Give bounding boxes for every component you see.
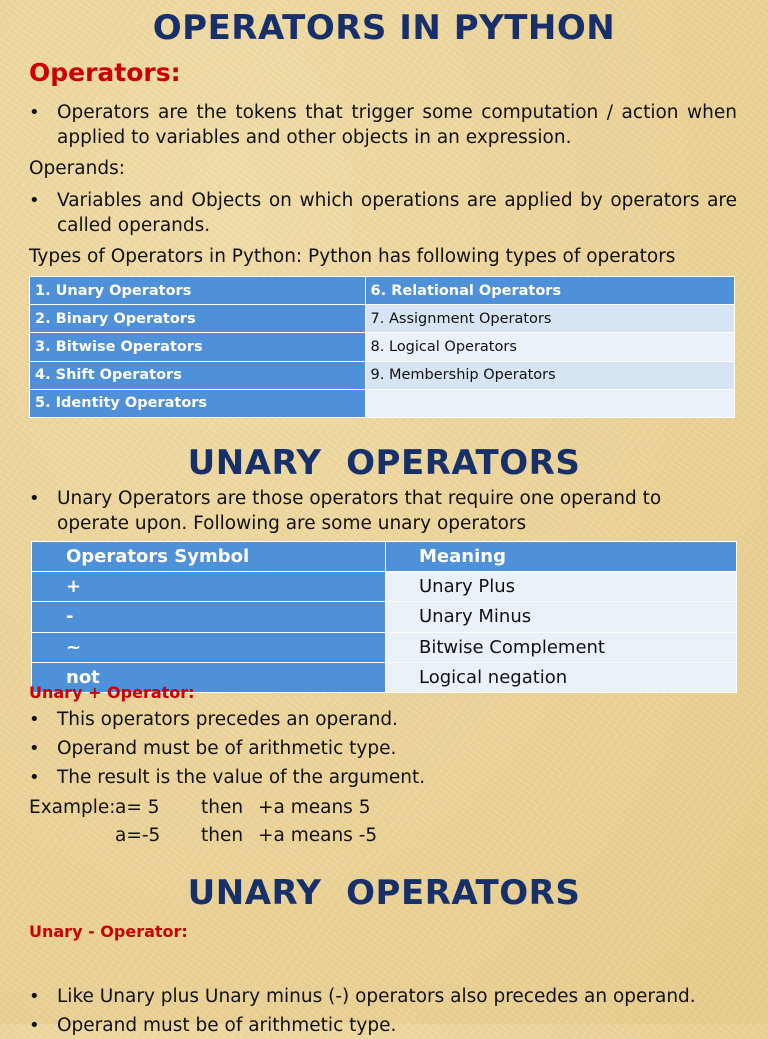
unary-section-2-title: UNARY OPERATORS [187,873,581,913]
unary-definition: Unary Operators are those operators that require one operand to operate upon. Following are some unary operators [57,488,662,534]
table-row [30,361,735,389]
column-header: Operators Symbol [32,542,386,572]
column-header: Meaning [386,542,737,572]
table-cell: Bitwise Complement [386,632,737,662]
unary-section-title: UNARY OPERATORS [187,443,581,483]
operator-types-table [29,276,735,418]
minus-bullet: Operand must be of arithmetic type. [57,1015,397,1036]
types-intro: Types of Operators in Python: Python has following types of operators [29,246,676,267]
bullet-icon: • [29,1015,40,1036]
operands-label: Operands: [29,158,125,179]
table-row [30,333,735,361]
operands-definition: Variables and Objects on which operations are applied by operators are called operands. [57,190,737,236]
table-cell [365,389,734,417]
example-then: then [201,825,244,846]
table-cell: 8. Logical Operators [365,333,734,361]
table-cell: 1. Unary Operators [30,277,366,305]
plus-bullet: The result is the value of the argument. [57,767,426,788]
table-row [32,602,737,632]
bullet-icon: • [29,709,40,730]
unary-minus-heading: Unary - Operator: [29,922,188,941]
page-title: OPERATORS IN PYTHON [152,8,616,48]
bullet-icon: • [29,986,40,1007]
bullet-icon: • [29,767,40,788]
table-cell: 6. Relational Operators [365,277,734,305]
table-row [30,389,735,417]
example-result: +a means -5 [258,825,378,846]
unary-operators-table [31,541,737,693]
bullet-icon: • [29,488,40,509]
table-cell: + [32,572,386,602]
example-expression: a= 5 [115,797,160,818]
table-cell: 2. Binary Operators [30,305,366,333]
table-cell: Unary Minus [386,602,737,632]
example-result: +a means 5 [258,797,371,818]
table-row [30,277,735,305]
operators-definition: Operators are the tokens that trigger some computation / action when applied to variables and other objects in an expression. [57,102,737,148]
table-header-row [32,542,737,572]
table-row [32,632,737,662]
example-label: Example: [29,797,116,818]
bullet-icon: • [29,738,40,759]
plus-bullet: Operand must be of arithmetic type. [57,738,397,759]
table-cell: 9. Membership Operators [365,361,734,389]
minus-bullet: Like Unary plus Unary minus (-) operators also precedes an operand. [57,986,696,1007]
example-then: then [201,797,244,818]
plus-bullet: This operators precedes an operand. [57,709,398,730]
table-cell: ~ [32,632,386,662]
unary-plus-heading: Unary + Operator: [29,683,195,702]
example-expression: a=-5 [115,825,161,846]
table-cell: not [32,662,386,692]
table-cell: 5. Identity Operators [30,389,366,417]
bullet-icon: • [29,102,40,123]
operators-heading: Operators: [29,58,181,87]
table-cell: Logical negation [386,662,737,692]
table-cell: Unary Plus [386,572,737,602]
table-cell: 3. Bitwise Operators [30,333,366,361]
table-cell: - [32,602,386,632]
bullet-icon: • [29,190,40,211]
table-cell: 7. Assignment Operators [365,305,734,333]
table-cell: 4. Shift Operators [30,361,366,389]
table-row [30,305,735,333]
table-row [32,572,737,602]
